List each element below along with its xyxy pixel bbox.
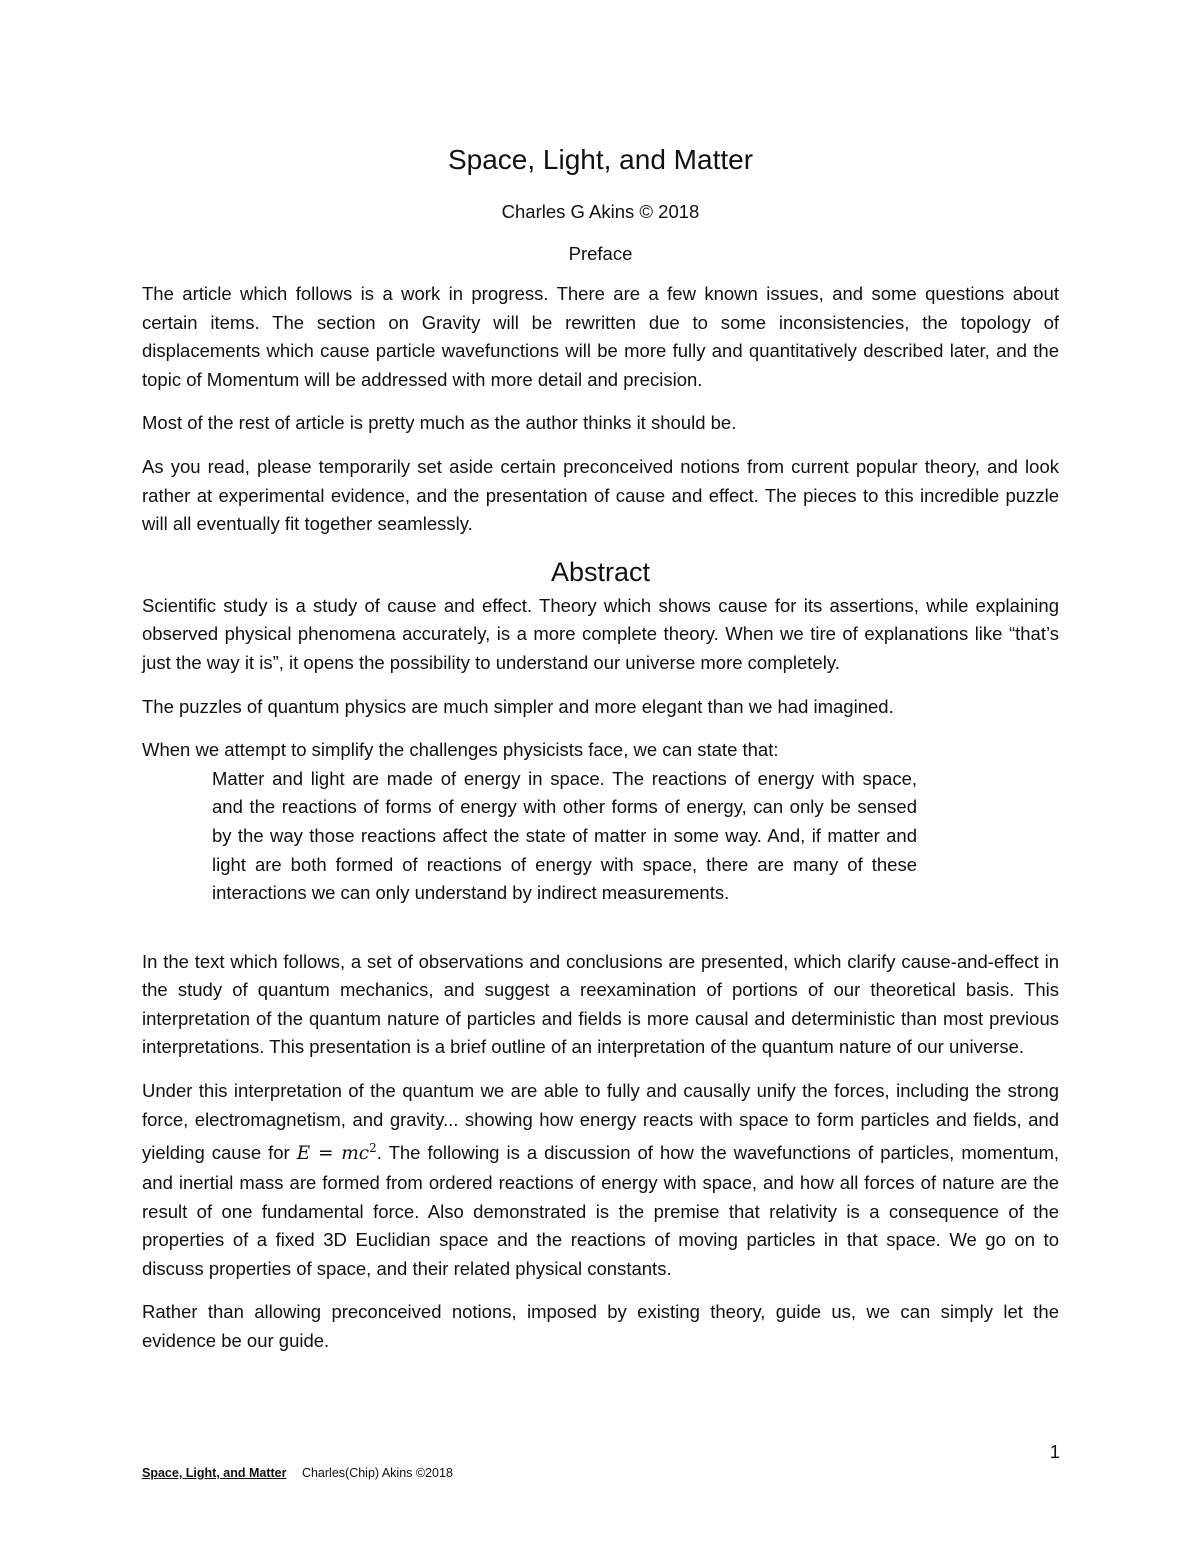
page-content xyxy=(142,140,1059,1371)
preface-paragraph: The article which follows is a work in progress. There are a few known issues, and some questions about certain items. The section on Gravity will be rewritten due to some inconsistencies, the topology of displacements which cause particle wavefunctions will be more fully and quantitatively described later, and the topic of Momentum will be addressed with more detail and precision. xyxy=(142,283,1059,390)
page-footer xyxy=(142,1464,453,1482)
document-title: Space, Light, and Matter xyxy=(447,144,754,175)
block-quote: Matter and light are made of energy in space. The reactions of energy with space, and the reactions of forms of energy with other forms of energy, can only be sensed by the way those reactions affect the state of matter in some way. And, if matter and light are both formed of reactions of energy with space, there are many of these interactions we can only understand by indirect measurements. xyxy=(212,767,917,904)
preface-heading: Preface xyxy=(568,243,633,264)
abstract-paragraph: Scientific study is a study of cause and effect. Theory which shows cause for its assertions, while explaining observed physical phenomena accurately, is a more complete theory. When we tire of explanations like “that’s just the way it is”, it opens the possibility to understand our universe more completely. xyxy=(142,594,1059,673)
footer-title: Space, Light, and Matter xyxy=(142,1466,287,1480)
abstract-heading: Abstract xyxy=(550,556,651,587)
unification-paragraph xyxy=(142,1077,1059,1283)
page-number: 1 xyxy=(1049,1441,1060,1462)
preface-paragraph: Most of the rest of article is pretty much as the author thinks it should be. xyxy=(142,412,737,434)
unification-text-end: . The following is a discussion of how the wavefunctions of particles, momentum, and inertial mass are formed from ordered reactions of energy with space, and how all forces of nature are the result of one fundamental force. Also demonstrated is the premise that relativity is a consequence of the properties of a fixed 3D Euclidian space and the reactions of moving particles in that space. We go on to discuss properties of space, and their related physical constants. xyxy=(142,1142,1059,1279)
abstract-paragraph: The puzzles of quantum physics are much simpler and more elegant than we had imagined. xyxy=(142,695,894,717)
closing-paragraph: Rather than allowing preconceived notions, imposed by existing theory, guide us, we can simply let the evidence be our guide. xyxy=(142,1301,1059,1351)
formula-base: E = mc xyxy=(296,1143,370,1165)
preface-paragraph: As you read, please temporarily set aside certain preconceived notions from current popular theory, and look rather at experimental evidence, and the presentation of cause and effect. The pieces to this incredible puzzle will all eventually fit together seamlessly. xyxy=(142,455,1059,535)
formula-exponent: 2 xyxy=(369,1141,377,1156)
unification-text-start: Under this interpretation of the quantum we are able to fully and causally unify the forces, including the strong force, electromagnetism, and gravity... showing how energy reacts with space to form particles and fields, and yielding cause for xyxy=(142,1080,1059,1164)
abstract-paragraph: When we attempt to simplify the challenges physicists face, we can state that: xyxy=(142,739,779,761)
footer-credit: Charles(Chip) Akins ©2018 xyxy=(301,1466,453,1480)
abstract-paragraph: In the text which follows, a set of observations and conclusions are presented, which clarify cause-and-effect in the study of quantum mechanics, and suggest a reexamination of portions of our theoretical basis. This interpretation of the quantum nature of particles and fields is more causal and deterministic than most previous interpretations. This presentation is a brief outline of an interpretation of the quantum nature of our universe. xyxy=(142,950,1059,1058)
author-line: Charles G Akins © 2018 xyxy=(501,201,700,222)
energy-mass-formula xyxy=(297,1143,377,1164)
